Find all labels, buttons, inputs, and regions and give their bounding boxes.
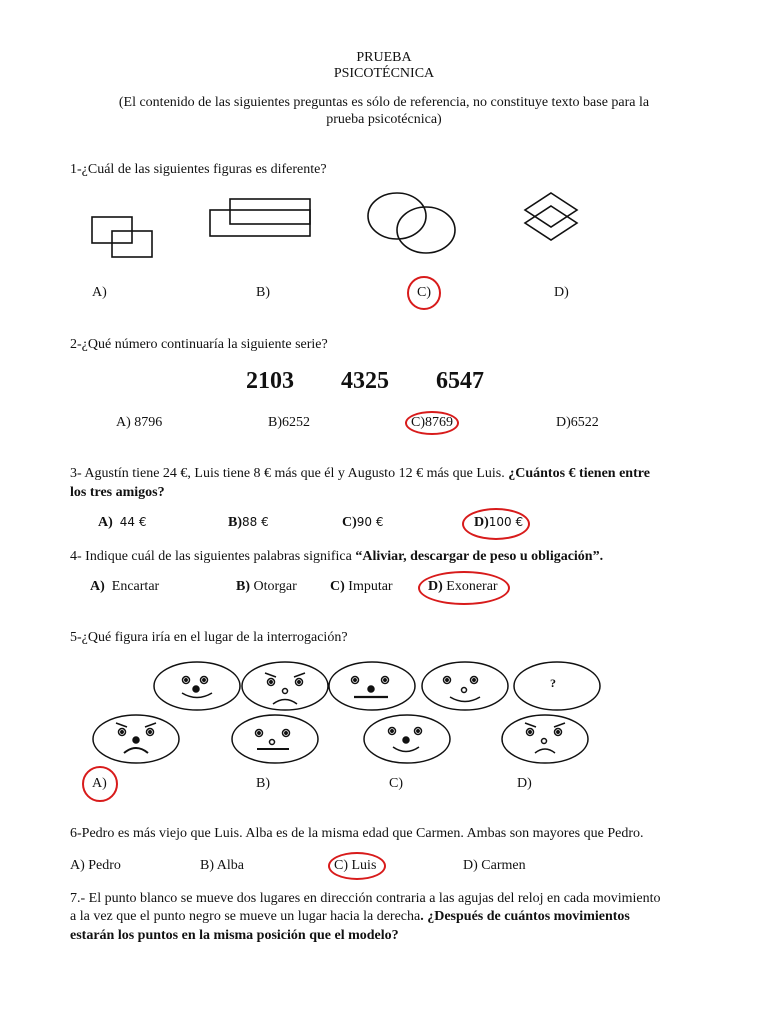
q3-option-a-letter: A) — [98, 515, 113, 530]
q3-option-b-letter: B) — [228, 515, 242, 530]
question-7-line-1: 7.- El punto blanco se mueve dos lugares en dirección contraria a las agujas del reloj en cada movimiento — [70, 891, 661, 906]
q1-option-a[interactable]: A) — [92, 285, 107, 300]
series-number-2: 4325 — [341, 368, 389, 394]
q4-option-b-value: Otorgar — [253, 579, 297, 594]
q4-option-d-letter: D) — [428, 579, 443, 594]
q1-option-b[interactable]: B) — [256, 285, 270, 300]
q3-text-bold: ¿Cuántos € tienen entre — [508, 466, 650, 481]
q6-answer-circle — [328, 852, 386, 880]
q7-line2-plain: a la vez que el punto negro se mueve un lugar hacia la derecha — [70, 909, 421, 924]
question-5-text: 5-¿Qué figura iría en el lugar de la interrogación? — [70, 630, 348, 645]
question-2-text: 2-¿Qué número continuaría la siguiente serie? — [70, 337, 328, 352]
q2-option-a[interactable]: A) 8796 — [116, 415, 163, 430]
q4-text-bold: “Aliviar, descargar de peso u obligación”. — [355, 549, 604, 564]
q3-option-d-value: 100 € — [488, 515, 524, 529]
q7-line2-bold: . ¿Después de cuántos movimientos — [420, 909, 630, 924]
q2-option-c[interactable]: C)8769 — [411, 415, 453, 430]
q6-option-d[interactable]: D) Carmen — [463, 858, 526, 873]
q4-text-plain: 4- Indique cuál de las siguientes palabras significa — [70, 549, 356, 564]
q3-option-a-value: 44 € — [119, 515, 147, 529]
q1-option-c[interactable]: C) — [417, 285, 431, 300]
q5-face-row1-1 — [154, 662, 240, 710]
q4-option-a-letter: A) — [90, 579, 105, 594]
q3-option-d-letter: D) — [474, 515, 489, 530]
note-line-1: (El contenido de las siguientes preguntas es sólo de referencia, no constituye texto base para la — [118, 95, 650, 110]
q5-face-row1-3 — [329, 662, 415, 710]
q3-option-c-letter: C) — [342, 515, 357, 530]
question-1-text: 1-¿Cuál de las siguientes figuras es diferente? — [70, 162, 327, 177]
q5-option-a[interactable]: A) — [92, 776, 107, 791]
q5-face-row2-2 — [232, 715, 318, 763]
q3-option-b-value: 88 € — [242, 515, 269, 529]
q2-option-b[interactable]: B)6252 — [268, 415, 310, 430]
q3-text-plain: 3- Agustín tiene 24 €, Luis tiene 8 € más que él y Augusto 12 € más que Luis. — [70, 466, 509, 481]
question-7-line-3: estarán los puntos en la misma posición que el modelo? — [70, 928, 399, 943]
question-7-line-2 — [70, 908, 690, 926]
q5-option-d[interactable]: D) — [517, 776, 532, 791]
q4-option-a-value: Encartar — [111, 579, 160, 594]
q5-face-row2-4 — [502, 715, 588, 763]
series-number-3: 6547 — [436, 368, 484, 394]
q5-answer-circle — [82, 766, 118, 802]
q6-option-c[interactable]: C) Luis — [334, 858, 377, 873]
q4-option-c-value: Imputar — [348, 579, 393, 594]
q4-option-b-letter: B) — [236, 579, 250, 594]
title-line-2: PSICOTÉCNICA — [333, 66, 435, 81]
q5-face-row1-4 — [422, 662, 508, 710]
q2-option-d[interactable]: D)6522 — [556, 415, 599, 430]
q3-option-c-value: 90 € — [356, 515, 384, 529]
q5-option-c[interactable]: C) — [389, 776, 403, 791]
question-3-text-line-2: los tres amigos? — [70, 485, 165, 500]
question-6-text: 6-Pedro es más viejo que Luis. Alba es de la misma edad que Carmen. Ambas son mayores que Pedro. — [70, 826, 644, 841]
q4-option-d-value: Exonerar — [446, 579, 498, 594]
q1-option-d[interactable]: D) — [554, 285, 569, 300]
note-line-2: prueba psicotécnica) — [326, 112, 442, 127]
q5-face-row2-3 — [364, 715, 450, 763]
q5-option-b[interactable]: B) — [256, 776, 270, 791]
q6-option-b[interactable]: B) Alba — [200, 858, 244, 873]
series-number-1: 2103 — [246, 368, 294, 394]
q5-face-row2-1 — [93, 715, 179, 763]
q6-option-a[interactable]: A) Pedro — [70, 858, 121, 873]
q5-face-row1-2 — [242, 662, 328, 710]
title-line-1: PRUEBA — [356, 50, 412, 65]
q4-option-c-letter: C) — [330, 579, 345, 594]
q5-question-mark: ? — [550, 676, 556, 690]
q5-face-row1-5 — [514, 662, 600, 710]
